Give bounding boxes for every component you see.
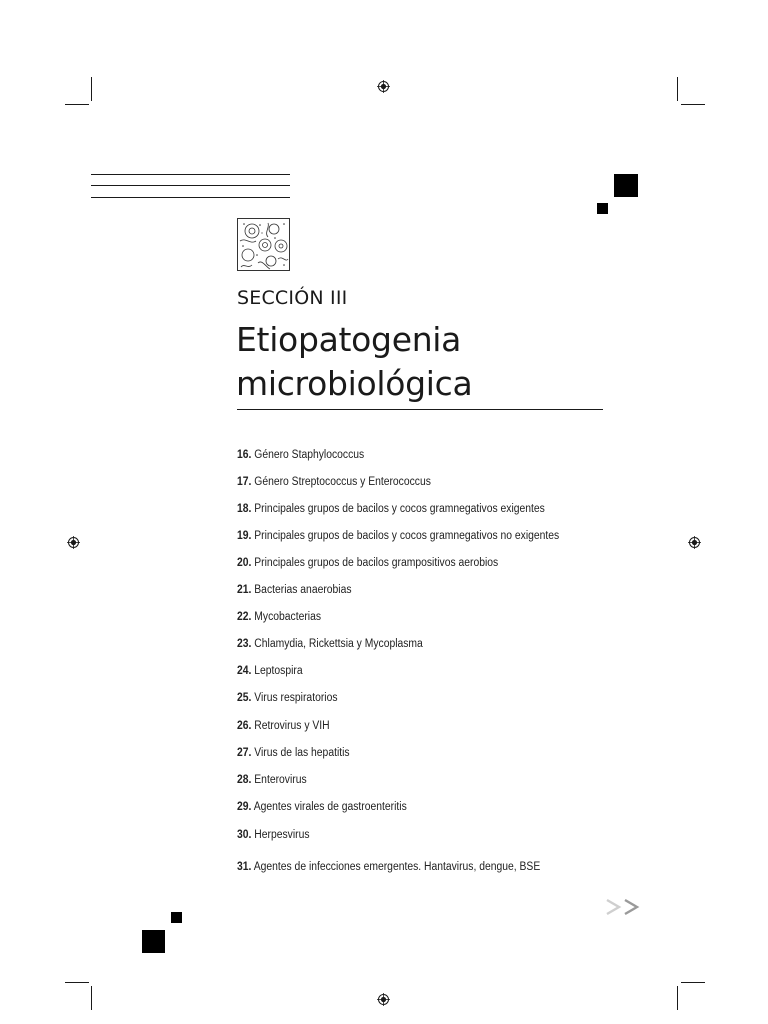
chapter-title: Principales grupos de bacilos y cocos gramnegativos exigentes [254, 503, 545, 515]
chapter-title: Género Staphylococcus [254, 449, 365, 461]
crop-mark-top-right-v [677, 77, 678, 101]
list-item [237, 584, 352, 596]
double-chevron-right-icon [605, 897, 641, 917]
registration-target-icon [377, 80, 390, 93]
chapter-number: 18. [237, 503, 252, 515]
chapter-number: 26. [237, 720, 252, 732]
list-item [237, 476, 431, 488]
list-item [237, 638, 423, 650]
chapter-title: Agentes virales de gastroenteritis [253, 801, 407, 813]
crop-mark-top-left-v [91, 77, 92, 101]
decor-square-large-bottom [142, 930, 165, 953]
list-item [237, 530, 559, 542]
crop-mark-bottom-left-v [91, 986, 92, 1010]
chapter-number: 20. [237, 557, 252, 569]
list-item [237, 692, 338, 704]
title-underline [237, 409, 603, 410]
title-line-2: microbiológica [236, 364, 473, 403]
list-item [237, 557, 498, 569]
chapter-title: Chlamydia, Rickettsia y Mycoplasma [254, 638, 423, 650]
chapter-title: Virus respiratorios [254, 692, 338, 704]
crop-mark-bottom-right-v [677, 986, 678, 1010]
chapter-title: Género Streptococcus y Enterococcus [254, 476, 431, 488]
chapter-title: Bacterias anaerobias [254, 584, 352, 596]
chapter-title: Leptospira [254, 665, 303, 677]
chapter-number: 21. [237, 584, 252, 596]
chapter-title: Enterovirus [254, 774, 307, 786]
chapter-number: 22. [237, 611, 252, 623]
chapter-number: 29. [237, 801, 252, 813]
chapter-number: 31. [237, 861, 252, 873]
list-item [237, 720, 330, 732]
chapter-title: Principales grupos de bacilos y cocos gramnegativos no exigentes [254, 530, 560, 542]
decor-square-small [597, 203, 608, 214]
chapter-number: 19. [237, 530, 252, 542]
decor-square-small-bottom [171, 912, 182, 923]
registration-target-icon [67, 536, 80, 549]
chapter-number: 17. [237, 476, 252, 488]
list-item [237, 801, 407, 813]
chapter-number: 25. [237, 692, 252, 704]
header-rule-1 [91, 174, 290, 175]
header-rule-3 [91, 197, 290, 198]
section-label: SECCIÓN III [237, 287, 348, 309]
chapter-number: 24. [237, 665, 252, 677]
header-rule-2 [91, 185, 290, 186]
list-item [237, 774, 307, 786]
chapter-number: 16. [237, 449, 252, 461]
chapter-number: 27. [237, 747, 252, 759]
list-item [237, 747, 350, 759]
page-title [236, 318, 616, 406]
chapter-number: 28. [237, 774, 252, 786]
chapter-title: Herpesvirus [254, 829, 310, 841]
microbe-illustration-icon [237, 218, 290, 271]
crop-mark-top-right-h [681, 104, 705, 105]
chapter-number: 30. [237, 829, 252, 841]
chapter-title: Principales grupos de bacilos grampositivos aerobios [254, 557, 499, 569]
registration-target-icon [377, 993, 390, 1006]
title-line-1: Etiopatogenia [236, 320, 462, 359]
chapter-title: Virus de las hepatitis [254, 747, 350, 759]
list-item [237, 503, 545, 515]
crop-mark-bottom-right-h [681, 982, 705, 983]
list-item [237, 611, 321, 623]
list-item [237, 665, 303, 677]
list-item [237, 861, 540, 873]
crop-mark-top-left-h [65, 104, 89, 105]
registration-target-icon [688, 536, 701, 549]
list-item [237, 449, 364, 461]
crop-mark-bottom-left-h [65, 982, 89, 983]
list-item [237, 829, 310, 841]
chapter-number: 23. [237, 638, 252, 650]
chapter-title: Retrovirus y VIH [254, 720, 330, 732]
chapter-title: Agentes de infecciones emergentes. Hantavirus, dengue, BSE [253, 861, 541, 873]
decor-square-large [614, 174, 638, 197]
chapter-title: Mycobacterias [254, 611, 322, 623]
